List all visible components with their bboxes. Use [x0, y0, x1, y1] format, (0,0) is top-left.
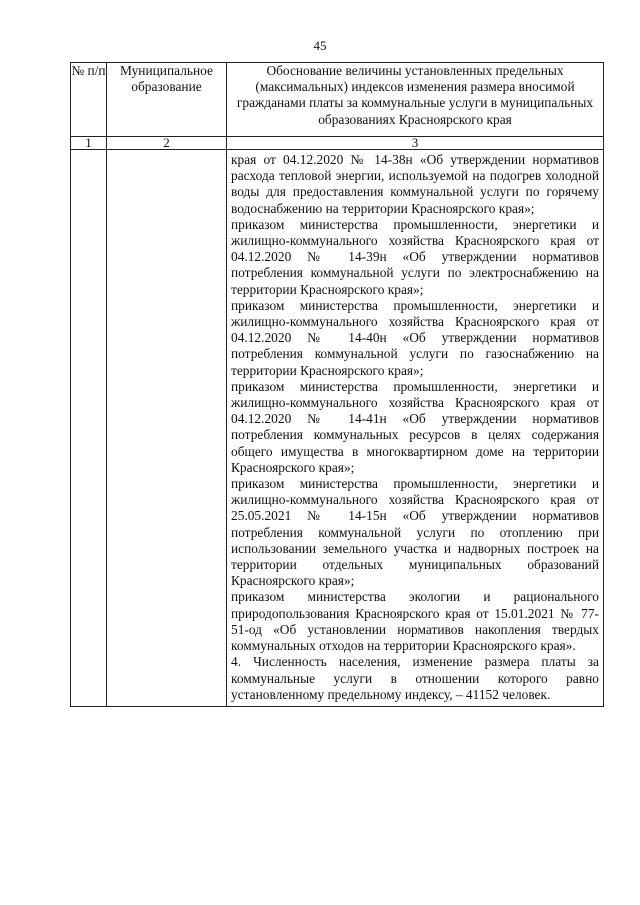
- paragraph-order-14-38n: края от 04.12.2020 № 14-38н «Об утверждении нормативов расхода тепловой энергии, используемой на подогрев холодной воды для предоставления коммунальной услуги по горячему водоснабжению на территории Красноярского края»;: [231, 152, 599, 216]
- column-number-1: 1: [71, 137, 107, 150]
- paragraph-population-count: 4. Численность населения, изменение размера платы за коммунальные услуги в отношении которого равно установленному предельному индексу, – 41152 человек.: [231, 654, 599, 702]
- indices-table: [70, 62, 604, 707]
- header-municipality-cell: Муниципальное образование: [107, 63, 227, 137]
- header-justification-cell: Обоснование величины установленных предельных (максимальных) индексов изменения размера вносимой гражданами платы за коммунальные услуги в муниципальных образованиях Красноярского края: [227, 63, 604, 137]
- paragraph-order-14-39n: приказом министерства промышленности, энергетики и жилищно-коммунального хозяйства Красноярского края от 04.12.2020 № 14-39н «Об утверждении нормативов потребления коммунальной услуги по электроснабжению на территории Красноярского края»;: [231, 216, 599, 297]
- paragraph-order-14-41n: приказом министерства промышленности, энергетики и жилищно-коммунального хозяйства Красноярского края от 04.12.2020 № 14-41н «Об утверждении нормативов потребления коммунальных ресурсов в целях содержания общего имущества в многоквартирном доме на территории Красноярского края»;: [231, 378, 599, 475]
- row-municipality-cell: [107, 150, 227, 707]
- column-number-2: 2: [107, 137, 227, 150]
- paragraph-order-14-15n: приказом министерства промышленности, энергетики и жилищно-коммунального хозяйства Красноярского края от 25.05.2021 № 14-15н «Об утверждении нормативов потребления коммунальной услуги по отоплению при использовании земельного участка и надворных построек на территории отдельных муниципальных образований Красноярского края»;: [231, 476, 599, 589]
- column-number-3: 3: [227, 137, 604, 150]
- table-header-row: [71, 63, 604, 137]
- header-number-cell: № п/п: [71, 63, 107, 137]
- paragraph-order-14-40n: приказом министерства промышленности, энергетики и жилищно-коммунального хозяйства Красноярского края от 04.12.2020 № 14-40н «Об утверждении нормативов потребления коммунальной услуги по газоснабжению на территории Красноярского края»;: [231, 297, 599, 378]
- table-row: [71, 150, 604, 707]
- row-justification-cell: [227, 150, 604, 707]
- paragraph-order-77-51-od: приказом министерства экологии и рационального природопользования Красноярского края от 15.01.2021 № 77-51-од «Об установлении нормативов накопления твердых коммунальных отходов на территории Красноярского края».: [231, 589, 599, 654]
- column-numbers-row: [71, 137, 604, 150]
- row-number-cell: [71, 150, 107, 707]
- page-number: 45: [313, 38, 327, 53]
